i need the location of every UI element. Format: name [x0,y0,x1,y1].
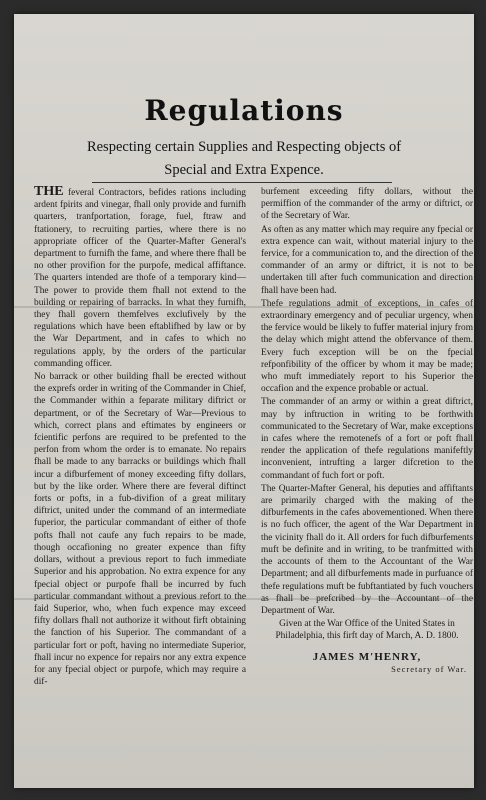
right-column [261,186,473,776]
left-column [34,186,246,776]
signer-name: JAMES M'HENRY, [312,650,422,663]
signer-title: Secretary of War. [391,663,467,674]
paragraph: The commander of an army or within a great diftrict, may by inftruction in writing to be forthwith communicated to the Secretary of War, make exceptions in cafes where the remotenefs of a fort or poft fhall render the application of thefe regulations manifeftly inconvenient, intrufting a larger difcretion to the commandant of fuch fort or poft. [261,397,473,481]
title-divider [92,182,392,183]
paragraph: Thefe regulations admit of exceptions, in cafes of extraordinary emergency and of peculiar urgency, when the fervice would be likely to fuffer material injury from the delay which might attend the obfervance of them. Every fuch exception will be on the fpecial refponfibility of the officer by whom it may be made; who muft immediately report to his Superior the occafion and the expence probable or actual. [261,298,473,395]
paragraph-text: feveral Contractors, befides rations including ardent fpirits and vinegar, fhall only provide and furnifh quarters, tranfportation, forage, fuel, ftraw and ftationery, to recruiting parties, where there is no appropriate officer of the Quarter-Mafter General's department to furnifh the fame, and where there fhall be no other provifion for the purpofe, medical affiftance. The quarters intended are thofe of a temporary kind—The power to provide them fhall not extend to the building or repairing of barracks. In what they furnifh, they fhall govern themfelves exclufively by the regulations which have been eftablifhed by law or by the War Department, and in cafes to which no regulations apply, by the orders of the particular commanding officer. [34,188,246,369]
document-sheet [14,14,474,788]
paragraph: burfement exceeding fifty dollars, without the permiffion of the commander of the army or diftrict, or of the Secretary of War. [261,187,473,222]
subtitle-line-1: Respecting certain Supplies and Respecting objects of [86,139,402,155]
paragraph: No barrack or other building fhall be erected without the exprefs order in writing of the Commander in Chief, the Commander within a feparate military diftrict or department, or of the Secretary of War—Previous to which, correct plans and eftimates by engineers or fcientific perfons are required to be prefented to the perfon from whom the order is to emanate. No repairs fhall be made to any barracks or buildings which fhall incur a difburfement of money exceeding fifty dollars, but by the like order. Where there are feveral diftinct forts or pofts, in a fub-divifion of a great military diftrict, united under the command of an intermediate fuperior, the particular commandant of either of thofe pofts fhall not caufe any fuch repairs to be made, though occafioning no greater expence than fifty dollars, without a previous report to fuch immediate Superior and his approbation. No extra expence for any fpecial object or purpofe fhall be incurred by fuch particular commandant without a previous refort to the faid Superior, who, when fuch expence may exceed fifty dollars fhall not authorize it without firft obtaining the fanction of his Superior. The commandant of a particular fort or poft, having no intermediate Superior, fhall incur no expence for repairs nor any extra expence for any fpecial object or purpofe, which may require a dif- [34,372,246,688]
paragraph [34,186,246,370]
document-subtitle [14,136,474,182]
date-line: Given at the War Office of the United States in Philadelphia, this firft day of March, A. D. 1800. [275,619,459,642]
paragraph: As often as any matter which may require any fpecial or extra expence can wait, without material injury to the fervice, for a communication to, and the direction of the commander of an army or diftrict, it is not to be undertaken till after fuch communication and direction fhall have been had. [261,224,473,296]
drop-cap: THE [34,186,64,199]
subtitle-line-2: Special and Extra Expence. [164,162,324,178]
paragraph: The Quarter-Mafter General, his deputies and affiftants are primarily charged with the making of the difburfements in the cafes abovementioned. When there is no fuch officer, the agent of the War Department in the vicinity fhall do it. All orders for fuch difburfements muft be definite and in writing, to be tranfmitted with the accounts of them to the Accountant of the War Department; and all difburfements made in purfuance of thefe regulations muft be fubftantiated by fuch vouchers as fhall be prefcribed by the Accountant of the Department of War. [261,483,473,616]
document-title: Regulations [144,94,344,127]
